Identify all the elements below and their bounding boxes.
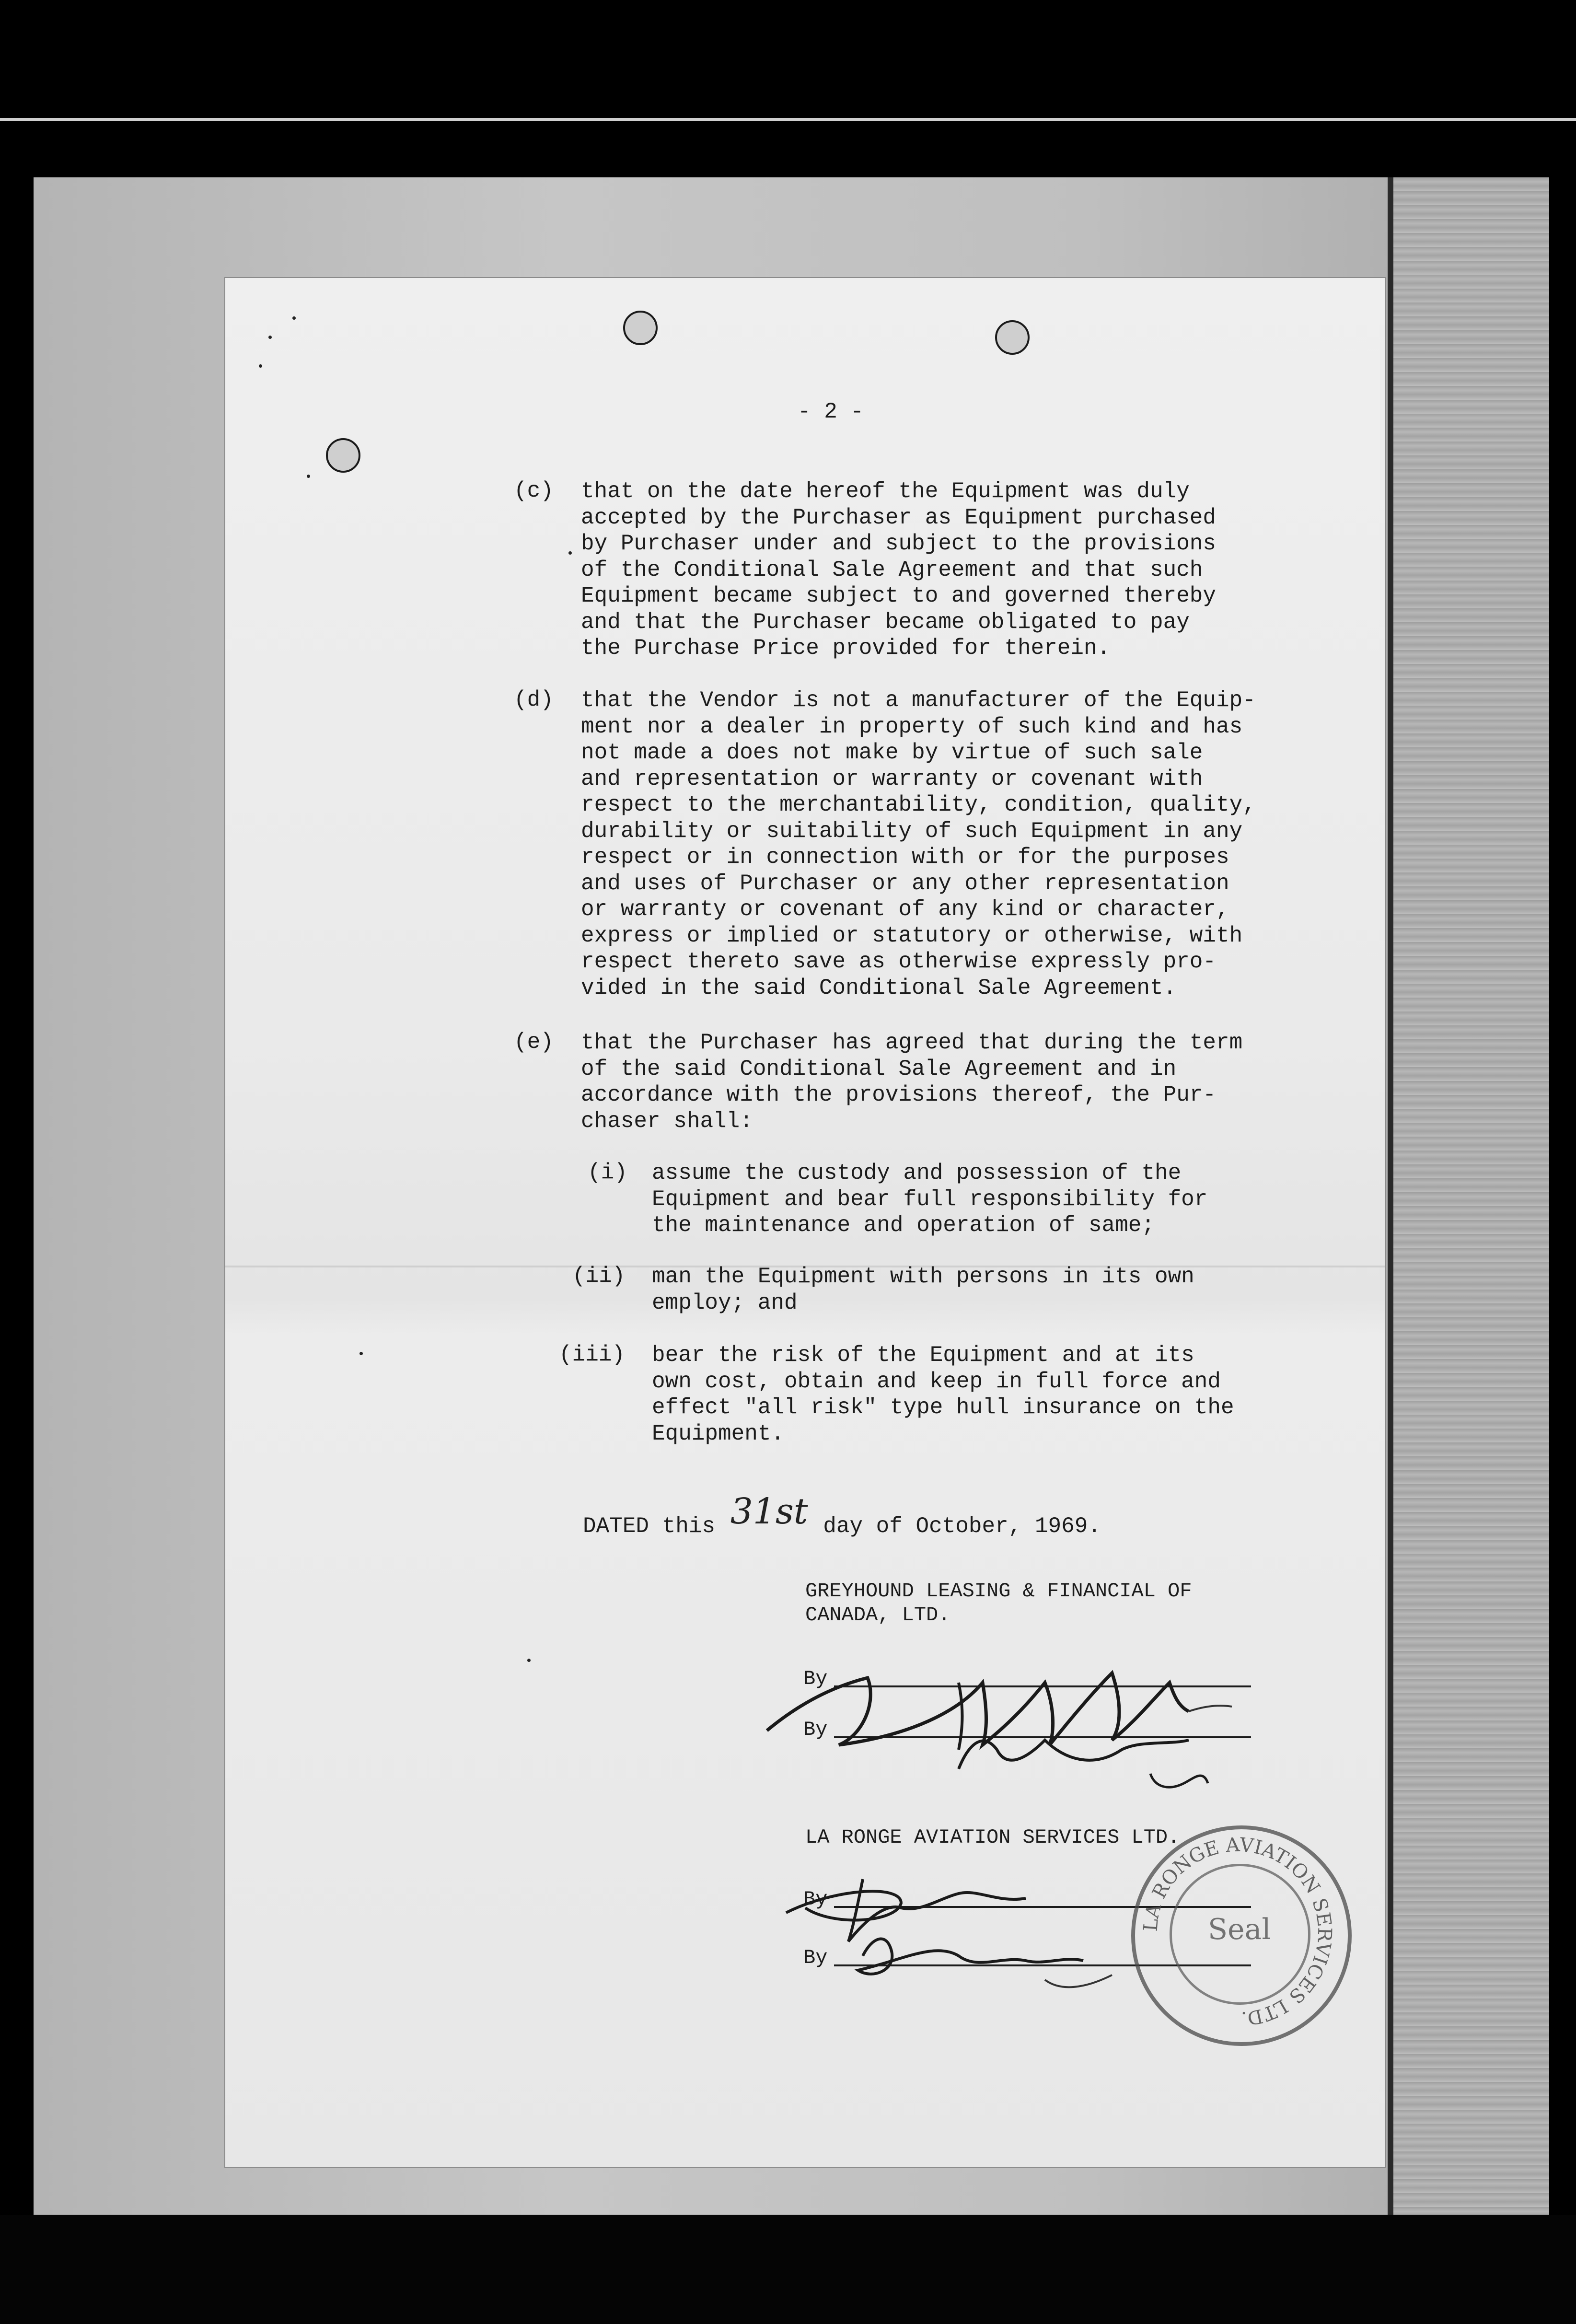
subclause-text: assume the custody and possession of the Equipment and bear full responsibility for the maintenance and operation of same; xyxy=(652,1161,1208,1238)
page-number: - 2 - xyxy=(798,399,864,424)
punch-hole xyxy=(995,320,1030,355)
scan-speck xyxy=(292,316,296,320)
clause-marker: (c) xyxy=(514,478,554,503)
scan-speck xyxy=(359,1352,363,1355)
clause-text: that the Purchaser has agreed that during the term of the said Conditional Sale Agreement and in accordance with the provisions thereof, the Pur- chaser shall: xyxy=(581,1030,1243,1134)
punch-hole xyxy=(623,311,658,345)
subclause-marker: (ii) xyxy=(572,1264,626,1289)
scan-speck xyxy=(259,364,262,368)
purchaser-company-name: LA RONGE AVIATION SERVICES LTD. xyxy=(805,1826,1180,1849)
clause-marker: (d) xyxy=(514,687,554,712)
subclause-marker: (iii) xyxy=(559,1342,626,1367)
dated-line xyxy=(583,1491,1101,1541)
vendor-by-label: By xyxy=(803,1718,828,1741)
scan-speck xyxy=(527,1659,531,1662)
clause-marker: (e) xyxy=(514,1030,554,1055)
purchaser-by-label: By xyxy=(803,1888,828,1911)
clause-text: that the Vendor is not a manufacturer of the Equip- ment nor a dealer in property of such kind and has not made a does not make by virtue of such sale and representation or warranty or covenant with respect to the merchantability, condition, quality, durability or suitability of such Equipment in any respect or in connection with or for the purposes and uses of Purchaser or any other representation or warranty or covenant of any kind or character, express or implied or statutory or otherwise, with respect thereto save as otherwise expressly pro- vided in the said Conditional Sale Agreement. xyxy=(581,688,1256,1000)
vendor-signature xyxy=(757,1625,1265,1798)
subclause-marker: (i) xyxy=(588,1160,627,1185)
scan-speck xyxy=(307,475,310,478)
seal-ring-text: LA RONGE AVIATION SERVICES LTD. xyxy=(1139,1834,1336,2030)
scan-bottom-band xyxy=(0,2215,1576,2324)
scan-speck xyxy=(268,336,272,339)
dated-suffix: day of October, 1969. xyxy=(823,1514,1101,1539)
scan-top-rule xyxy=(0,118,1576,121)
scan-speck xyxy=(568,551,572,555)
seal-center-text: Seal xyxy=(1208,1913,1271,1946)
clause-text: that on the date hereof the Equipment was duly accepted by the Purchaser as Equipment purchased by Purchaser under and subject to the provisions of the Conditional Sale Agreement and that such Equipment became subject to and governed thereby and that the Purchaser became obligated to pay the Purchase Price provided for therein. xyxy=(581,479,1217,661)
purchaser-by-label: By xyxy=(803,1946,828,1969)
handwritten-day: 31st xyxy=(730,1491,808,1532)
subclause-text: man the Equipment with persons in its own employ; and xyxy=(652,1264,1194,1315)
vendor-company-name: GREYHOUND LEASING & FINANCIAL OF CANADA, LTD. xyxy=(805,1580,1192,1627)
vendor-by-label: By xyxy=(803,1667,828,1690)
scan-binding-strip xyxy=(1388,177,1549,2215)
dated-prefix: DATED this xyxy=(583,1514,716,1539)
subclause-text: bear the risk of the Equipment and at its own cost, obtain and keep in full force and effect "all risk" type hull insurance on the Equipment. xyxy=(652,1343,1234,1446)
punch-hole xyxy=(326,438,360,473)
